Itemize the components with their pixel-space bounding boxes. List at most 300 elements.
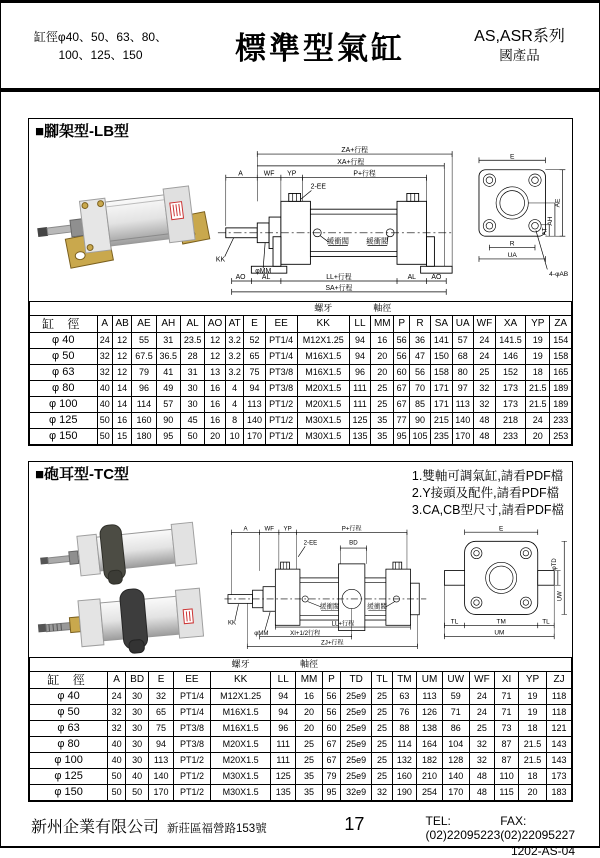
dim-wf: WF <box>264 525 274 533</box>
table-cell: 35 <box>371 429 394 445</box>
group-spacer <box>30 657 211 671</box>
table-cell: 45 <box>180 413 204 429</box>
table-cell: 52 <box>244 333 265 349</box>
table-cell: 170 <box>149 784 174 800</box>
table-cell: 25 <box>372 752 392 768</box>
table-cell: M30X1.5 <box>210 768 270 784</box>
table-cell: 23.5 <box>180 333 204 349</box>
table-row <box>30 365 572 381</box>
table-row <box>30 413 572 429</box>
table-cell: 56 <box>323 688 341 704</box>
table-cell: 15 <box>112 429 131 445</box>
table-cell: M16X1.5 <box>297 365 349 381</box>
table-cell: 19 <box>526 333 550 349</box>
table-cell: 21.5 <box>518 736 546 752</box>
section-tc-title: ■砲耳型-TC型 <box>35 466 130 483</box>
table-cell: 25e9 <box>340 688 372 704</box>
table-cell: 8 <box>225 413 243 429</box>
column-header: 缸 徑 <box>30 316 98 333</box>
dim-ua: UA <box>507 252 517 260</box>
column-header: XI <box>495 671 519 688</box>
dim-tl: TL <box>450 618 459 626</box>
table-cell: 20 <box>518 784 546 800</box>
group-spacer <box>349 302 370 316</box>
table-cell: 24 <box>526 413 550 429</box>
table-cell: 31 <box>180 365 204 381</box>
table-cell: M20X1.5 <box>297 397 349 413</box>
company-address: 新莊區福營路153號 <box>167 822 267 835</box>
table-cell: 3.2 <box>225 365 243 381</box>
dim-uw: UW <box>557 591 564 602</box>
table-cell: 254 <box>417 784 442 800</box>
column-header: SA <box>431 316 452 333</box>
table-cell: 32 <box>149 688 174 704</box>
dim-p: P+行程 <box>353 170 376 178</box>
dim-ae: AE <box>554 198 562 208</box>
table-cell: φ 125 <box>30 413 98 429</box>
table-row <box>30 704 572 720</box>
table-cell: 21.5 <box>526 397 550 413</box>
table-cell: 113 <box>417 688 442 704</box>
tc-dimension-table <box>29 657 572 801</box>
table-cell: 20 <box>296 720 323 736</box>
table-cell: 25e9 <box>340 752 372 768</box>
header-row <box>30 316 572 333</box>
table-cell: 25 <box>372 704 392 720</box>
table-cell: 30 <box>126 688 149 704</box>
group-spacer <box>30 302 298 316</box>
column-header: AE <box>132 316 156 333</box>
dim-um: UM <box>494 629 505 637</box>
table-cell: 105 <box>409 429 430 445</box>
origin-label: 國產品 <box>499 48 540 64</box>
table-cell: 21.5 <box>518 752 546 768</box>
table-cell: 87 <box>495 752 519 768</box>
note-line: 1.雙軸可調氣缸,請看PDF檔 <box>411 469 564 483</box>
table-cell: 141 <box>431 333 452 349</box>
dim-kk: KK <box>215 256 226 264</box>
note-line: 3.CA,CB型尺寸,請看PDF檔 <box>411 502 564 517</box>
table-cell: 86 <box>442 720 469 736</box>
table-cell: φ 40 <box>30 688 108 704</box>
table-cell: φ 80 <box>30 381 98 397</box>
table-cell: 183 <box>547 784 572 800</box>
table-cell: 25 <box>473 365 495 381</box>
table-row <box>30 349 572 365</box>
fax-number: FAX:(02)22095227 <box>500 813 575 842</box>
table-cell: 50 <box>97 429 112 445</box>
dim-p: P+行程 <box>341 525 362 533</box>
dim-ll: LL+行程 <box>331 619 355 627</box>
note-line: 2.Y接頭及配件,請看PDF檔 <box>411 485 560 500</box>
table-row <box>30 333 572 349</box>
table-cell: 36.5 <box>156 349 180 365</box>
table-row <box>30 397 572 413</box>
table-cell: PT1/4 <box>265 333 297 349</box>
table-cell: 32 <box>97 349 112 365</box>
table-cell: 55 <box>132 333 156 349</box>
table-cell: 233 <box>495 429 525 445</box>
table-cell: 50 <box>108 768 126 784</box>
table-cell: 75 <box>244 365 265 381</box>
table-cell: 13 <box>205 365 226 381</box>
column-header: EE <box>265 316 297 333</box>
table-cell: 30 <box>180 397 204 413</box>
column-header: E <box>244 316 265 333</box>
tc-drawing-row <box>29 519 572 657</box>
dim-2ee: 2-EE <box>303 539 318 547</box>
table-cell: 141.5 <box>495 333 525 349</box>
table-cell: 140 <box>442 768 469 784</box>
table-cell: 32 <box>473 381 495 397</box>
table-cell: 25e9 <box>340 720 372 736</box>
table-cell: 71 <box>495 688 519 704</box>
dim-ah: AH <box>547 216 555 226</box>
table-cell: 41 <box>156 365 180 381</box>
table-cell: M30X1.5 <box>297 413 349 429</box>
dim-tm: TM <box>496 618 506 626</box>
table-cell: PT3/8 <box>265 381 297 397</box>
header-divider <box>1 88 599 92</box>
table-cell: 158 <box>550 349 572 365</box>
column-header: P <box>394 316 409 333</box>
table-cell: 40 <box>108 736 126 752</box>
page-header <box>1 3 599 88</box>
lb-drawing-row <box>29 141 572 301</box>
table-cell: φ 50 <box>30 704 108 720</box>
table-cell: φ 63 <box>30 365 98 381</box>
table-cell: 30 <box>126 704 149 720</box>
table-cell: 36 <box>409 333 430 349</box>
table-cell: 154 <box>550 333 572 349</box>
table-cell: 114 <box>392 736 417 752</box>
table-cell: 16 <box>205 397 226 413</box>
dim-yp: YP <box>287 170 297 178</box>
dim-wf: WF <box>263 170 275 178</box>
table-cell: 73 <box>495 720 519 736</box>
table-cell: 115 <box>495 784 519 800</box>
table-cell: 140 <box>452 413 473 429</box>
table-cell: 143 <box>547 752 572 768</box>
header-row <box>30 671 572 688</box>
column-header: TD <box>340 671 372 688</box>
dim-4ab: 4-φAB <box>549 271 569 279</box>
table-cell: 110 <box>495 768 519 784</box>
tc-product-photo-2 <box>36 589 211 655</box>
section-lb-title: ■腳架型-LB型 <box>35 123 130 140</box>
table-cell: 32 <box>469 752 494 768</box>
column-header: R <box>409 316 430 333</box>
table-cell: PT1/2 <box>265 397 297 413</box>
lb-side-view-drawing <box>212 142 460 300</box>
table-cell: 253 <box>550 429 572 445</box>
table-cell: 16 <box>205 381 226 397</box>
table-cell: 47 <box>409 349 430 365</box>
table-cell: 88 <box>392 720 417 736</box>
table-cell: 56 <box>394 349 409 365</box>
dim-bd: BD <box>349 539 358 547</box>
table-cell: 28 <box>180 349 204 365</box>
table-row <box>30 688 572 704</box>
table-cell: φ 100 <box>30 397 98 413</box>
table-cell: 146 <box>495 349 525 365</box>
table-cell: 143 <box>547 736 572 752</box>
table-cell: 96 <box>132 381 156 397</box>
table-cell: 160 <box>132 413 156 429</box>
table-cell: PT1/2 <box>265 429 297 445</box>
table-cell: 48 <box>473 413 495 429</box>
table-cell: 10 <box>225 429 243 445</box>
table-cell: 218 <box>495 413 525 429</box>
table-cell: 50 <box>108 784 126 800</box>
table-cell: 59 <box>442 688 469 704</box>
table-cell: 48 <box>469 768 494 784</box>
column-header: TL <box>372 671 392 688</box>
table-cell: 16 <box>112 413 131 429</box>
column-header: TM <box>392 671 417 688</box>
table-cell: 60 <box>394 365 409 381</box>
section-tc <box>28 461 573 802</box>
table-cell: 67.5 <box>132 349 156 365</box>
thread-group-label: 螺牙 <box>314 303 333 313</box>
column-header: E <box>149 671 174 688</box>
cushion-valve-label: 緩衝閥 <box>326 236 350 246</box>
table-cell: 25e9 <box>340 704 372 720</box>
column-header: AB <box>112 316 131 333</box>
table-cell: 25 <box>469 720 494 736</box>
table-cell: 60 <box>323 720 341 736</box>
table-cell: φ 100 <box>30 752 108 768</box>
table-cell: 16 <box>371 333 394 349</box>
table-cell: 25 <box>371 397 394 413</box>
table-cell: PT1/2 <box>173 752 210 768</box>
table-cell: 94 <box>349 349 370 365</box>
table-cell: 113 <box>452 397 473 413</box>
column-header: EE <box>173 671 210 688</box>
table-cell: 170 <box>452 429 473 445</box>
column-group-row <box>30 657 572 671</box>
table-cell: PT3/8 <box>173 720 210 736</box>
table-cell: 20 <box>526 429 550 445</box>
group-spacer <box>323 657 572 671</box>
table-cell: 118 <box>547 688 572 704</box>
table-cell: 94 <box>349 333 370 349</box>
column-header: ZA <box>550 316 572 333</box>
lb-product-photo <box>35 171 207 271</box>
cushion-valve-label: 緩衝閥 <box>367 603 388 611</box>
table-cell: 40 <box>108 752 126 768</box>
table-cell: 49 <box>156 381 180 397</box>
table-cell: 32 <box>97 365 112 381</box>
dim-ao: AO <box>431 274 442 282</box>
table-cell: M16X1.5 <box>210 704 270 720</box>
table-cell: 25 <box>371 381 394 397</box>
table-cell: 95 <box>323 784 341 800</box>
table-cell: φ 40 <box>30 333 98 349</box>
table-cell: M20X1.5 <box>210 752 270 768</box>
dim-xi: XI+1/2行程 <box>290 629 321 637</box>
table-cell: 94 <box>244 381 265 397</box>
table-cell: 25 <box>372 768 392 784</box>
table-cell: 150 <box>431 349 452 365</box>
table-cell: 48 <box>473 429 495 445</box>
column-header: MM <box>296 671 323 688</box>
page-number: 17 <box>344 813 365 834</box>
bore-range <box>13 28 188 64</box>
table-cell: 189 <box>550 381 572 397</box>
column-header: XA <box>495 316 525 333</box>
table-cell: 19 <box>526 349 550 365</box>
table-cell: 63 <box>392 688 417 704</box>
table-cell: 25 <box>372 688 392 704</box>
table-cell: φ 125 <box>30 768 108 784</box>
company-block <box>31 814 335 837</box>
series-block <box>452 26 587 66</box>
table-cell: 24 <box>469 704 494 720</box>
table-cell: 48 <box>469 784 494 800</box>
table-cell: φ 150 <box>30 429 98 445</box>
table-cell: 140 <box>244 413 265 429</box>
table-cell: 180 <box>132 429 156 445</box>
column-header: A <box>108 671 126 688</box>
tc-side-view-drawing <box>217 520 439 656</box>
dim-ll: LL+行程 <box>326 274 352 282</box>
table-cell: 20 <box>205 429 226 445</box>
column-header: UM <box>417 671 442 688</box>
dim-2ee: 2-EE <box>310 183 326 191</box>
tc-section-head <box>29 462 572 519</box>
table-cell: 95 <box>394 429 409 445</box>
table-cell: 32 <box>473 397 495 413</box>
dim-ao: AO <box>235 274 246 282</box>
dim-tl: TL <box>542 618 550 626</box>
column-header: YP <box>526 316 550 333</box>
table-cell: 173 <box>547 768 572 784</box>
shaft-group-label: 軸徑 <box>373 303 392 313</box>
dim-at: AT <box>541 227 549 236</box>
column-header: WF <box>469 671 494 688</box>
table-cell: φ 80 <box>30 736 108 752</box>
table-cell: 140 <box>149 768 174 784</box>
table-cell: 24 <box>469 688 494 704</box>
table-cell: 164 <box>417 736 442 752</box>
dim-al: AL <box>407 274 416 282</box>
table-cell: 104 <box>442 736 469 752</box>
table-row <box>30 381 572 397</box>
table-row <box>30 429 572 445</box>
tc-notes <box>412 462 572 519</box>
tc-photo2-cylinder <box>35 583 204 661</box>
table-cell: 152 <box>495 365 525 381</box>
table-cell: 25 <box>372 736 392 752</box>
table-cell: 113 <box>244 397 265 413</box>
table-cell: 165 <box>550 365 572 381</box>
column-header: AO <box>205 316 226 333</box>
page-title: 標準型氣缸 <box>235 31 405 66</box>
group-spacer <box>271 657 296 671</box>
table-cell: 77 <box>394 413 409 429</box>
table-cell: 171 <box>431 381 452 397</box>
table-cell: 90 <box>409 413 430 429</box>
table-cell: 75 <box>149 720 174 736</box>
table-cell: 18 <box>526 365 550 381</box>
table-cell: φ 150 <box>30 784 108 800</box>
table-cell: 25 <box>372 720 392 736</box>
table-cell: 4 <box>225 397 243 413</box>
table-cell: 79 <box>323 768 341 784</box>
table-cell: 233 <box>550 413 572 429</box>
dim-a: A <box>243 525 248 533</box>
table-row <box>30 720 572 736</box>
table-cell: 35 <box>296 768 323 784</box>
table-cell: 171 <box>431 397 452 413</box>
table-cell: 96 <box>349 365 370 381</box>
table-cell: 118 <box>547 704 572 720</box>
table-cell: 25 <box>296 736 323 752</box>
table-cell: 170 <box>442 784 469 800</box>
table-cell: 3.2 <box>225 333 243 349</box>
table-cell: 173 <box>495 397 525 413</box>
dim-xa: XA+行程 <box>337 158 365 166</box>
table-cell: 97 <box>452 381 473 397</box>
table-cell: 25e9 <box>340 736 372 752</box>
tc-product-photo-1 <box>38 521 208 585</box>
table-cell: 71 <box>442 704 469 720</box>
table-cell: PT1/2 <box>265 413 297 429</box>
table-cell: 31 <box>156 333 180 349</box>
column-header: KK <box>297 316 349 333</box>
table-cell: 12 <box>112 333 131 349</box>
table-cell: 56 <box>394 333 409 349</box>
dim-sa: SA+行程 <box>325 284 353 292</box>
table-cell: 57 <box>452 333 473 349</box>
bore-range-line2: 100、125、150 <box>58 47 143 62</box>
table-cell: φ 50 <box>30 349 98 365</box>
group-spacer <box>394 302 572 316</box>
table-cell: 79 <box>132 365 156 381</box>
shaft-group-label: 軸徑 <box>300 658 319 669</box>
table-cell: PT1/2 <box>173 784 210 800</box>
table-cell: 40 <box>97 381 112 397</box>
table-cell: 210 <box>417 768 442 784</box>
dim-zj: ZJ+行程 <box>321 639 344 647</box>
dim-mm: φMM <box>255 268 272 276</box>
column-header: ZJ <box>547 671 572 688</box>
dim-a: A <box>238 170 243 178</box>
table-cell: 67 <box>323 752 341 768</box>
column-header: YP <box>518 671 546 688</box>
table-cell: PT3/8 <box>265 365 297 381</box>
table-cell: 56 <box>409 365 430 381</box>
tc-cylinder-body <box>224 562 426 630</box>
column-header: AL <box>180 316 204 333</box>
column-header: UA <box>452 316 473 333</box>
table-cell: 21.5 <box>526 381 550 397</box>
table-cell: 32e9 <box>340 784 372 800</box>
dim-kk: KK <box>227 619 237 627</box>
table-cell: 128 <box>442 752 469 768</box>
bore-range-line1: 缸徑φ40、50、63、80、 <box>33 29 168 44</box>
column-header: AT <box>225 316 243 333</box>
tc-photo1-cylinder <box>38 516 198 591</box>
table-cell: M12X1.25 <box>210 688 270 704</box>
table-row <box>30 752 572 768</box>
dim-al: AL <box>261 274 271 282</box>
section-lb <box>28 118 573 446</box>
table-cell: 135 <box>349 429 370 445</box>
table-cell: 50 <box>97 413 112 429</box>
table-cell: 57 <box>156 397 180 413</box>
